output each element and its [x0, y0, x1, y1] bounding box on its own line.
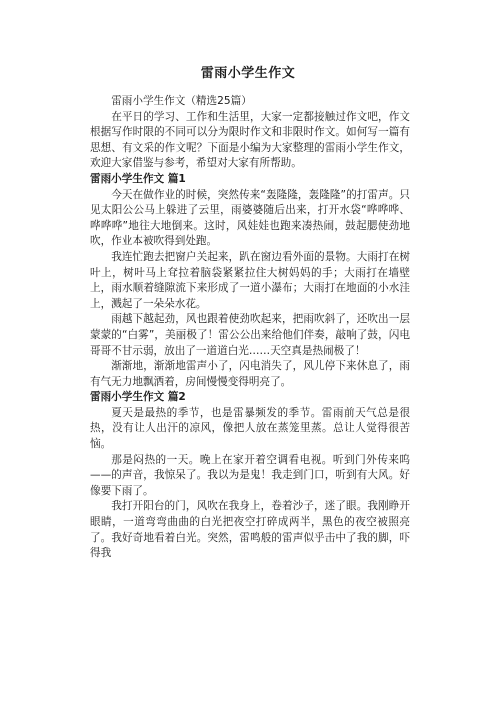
section-paragraph: 今天在做作业的时候，突然传来“轰隆隆，轰隆隆”的打雷声。只见太阳公公马上躲进了云里，雨婆婆随后出来，打开水袋“哗哗哗、哗哗哗”地往大地倒来。这时，风娃娃也跑来凑热闹，鼓起腮使劲地吹，作业本被吹得到处跑。 [90, 188, 410, 248]
intro-line: 雷雨小学生作文（精选25篇） [111, 95, 252, 107]
section-paragraph: 我连忙跑去把窗户关起来，趴在窗边看外面的景物。大雨打在树叶上，树叶马上耷拉着脑袋紧紧拉住大树妈妈的手；大雨打在墙壁上，雨水顺着缝隙流下来形成了一道小瀑布；大雨打在地面的小水洼上，溅起了一朵朵水花。 [90, 250, 410, 310]
section-paragraph: 渐渐地，渐渐地雷声小了，闪电消失了，风儿停下来休息了，雨有气无力地飘洒着，房间慢慢变得明亮了。 [90, 360, 410, 388]
section-paragraph: 那是闷热的一天。晚上在家开着空调看电视。听到门外传来呜——的声音，我惊呆了。我以为是鬼！我走到门口，听到有大风。好像要下雨了。 [90, 453, 410, 497]
document-title: 雷雨小学生作文 [200, 66, 296, 81]
section-paragraph: 夏天是最热的季节，也是雷暴频发的季节。雷雨前天气总是很热，没有让人出汗的凉风，像把人放在蒸笼里蒸。总让人觉得很苦恼。 [90, 406, 410, 451]
document-body [90, 94, 410, 562]
section-heading: 雷雨小学生作文 篇2 [90, 391, 186, 404]
section-paragraph: 我打开阳台的门，风吹在我身上，卷着沙子，迷了眼。我刚睁开眼睛，一道弯弯曲曲的白光把夜空打碎成两半，黑色的夜空被照亮了。我好奇地看着白光。突然，雷鸣般的雷声似乎击中了我的脚，吓得我 [90, 500, 410, 560]
section-paragraph: 雨越下越起劲，风也跟着使劲吹起来，把雨吹斜了，还吹出一层蒙蒙的“白雾”，美丽极了！雷公公出来给他们伴奏，敲响了鼓，闪电哥哥不甘示弱，放出了一道道白光……天空真是热闹极了！ [90, 313, 410, 357]
intro-paragraph: 在平日的学习、工作和生活里，大家一定都接触过作文吧，作文根据写作时限的不同可以分为限时作文和非限时作文。如何写一篇有思想、有文采的作文呢？下面是小编为大家整理的雷雨小学生作文，欢迎大家借鉴与参考，希望对大家有所帮助。 [90, 110, 410, 170]
section-heading: 雷雨小学生作文 篇1 [90, 172, 186, 185]
